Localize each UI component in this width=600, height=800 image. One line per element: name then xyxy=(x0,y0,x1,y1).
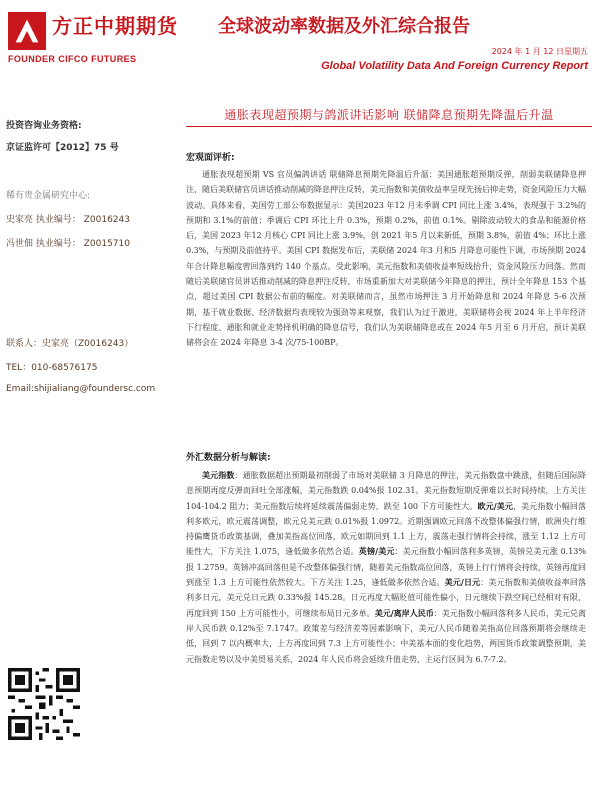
fx-usd-text: ：通胀数据超出预期最初削弱了市场对美联储 3 月降息的押注，美元指数盘中跳涨，但随后国际降息预期再度反弹而回吐全部涨幅，美元指数跌 0.04%报 102.31。美元指数短期反弹难以长时间持续，上方关注 104-104.2 阻力；美元指数后续将延续震荡偏弱走势，跌至 100 下方可能性大。 xyxy=(186,471,587,511)
fx-cnh-label: 美元/离岸人民币 xyxy=(374,607,434,618)
fx-jpy-text: ：美元指数和美债收益率回落利多日元，美元兑日元跌 0.33%报 145.28。日元再度大幅贬值可能性偏小，日元继续下跌空间已经相对有限，再度回到 150 上方可能性小，可继续布局日元多单。 xyxy=(186,578,587,618)
contact-phone: TEL：010-68576175 xyxy=(6,363,98,373)
company-logo-mark-icon xyxy=(8,12,46,50)
analyst-2: 冯世佃 执业编号： Z0015710 xyxy=(6,239,130,249)
fx-usd-label: 美元指数 xyxy=(202,470,235,480)
qr-code-icon xyxy=(8,668,80,740)
fx-gbp-label: 英镑/美元 xyxy=(358,546,395,557)
fx-eur-text: ，美元指数小幅回落利多欧元，欧元震荡调整，欧元兑美元跌 0.01%报 1.0972。近期强调欧元回落不改整体偏强行情，欧洲央行维持偏鹰货币政策基调，叠加美指高位回落，欧元如期回到 1.1 上方，震荡走强行情将会持续，涨至 1.12 上方可能性大，下方关注 1.075，逢低做多依然合适。 xyxy=(186,501,587,557)
research-department: 稀有贵金属研究中心: xyxy=(6,191,91,201)
fx-heading: 外汇数据分析与解读: xyxy=(186,453,271,463)
section-banner: 通胀表现超预期与鸽派讲话影响 联储降息预期先降温后升温 xyxy=(186,104,592,127)
fx-eur-label: 欧元/美元 xyxy=(477,500,514,511)
macro-heading: 宏观面评析: xyxy=(186,153,235,163)
contact-person: 联系人：史家亮（Z0016243） xyxy=(6,339,134,349)
qualification-number: 京证监许可【2012】75 号 xyxy=(6,143,119,153)
analyst-1: 史家亮 执业编号： Z0016243 xyxy=(6,215,130,225)
qualification-label: 投资咨询业务资格: xyxy=(6,121,82,131)
logo-chinese-name: 方正中期期货 xyxy=(52,14,178,38)
fx-jpy-label: 美元/日元 xyxy=(444,577,481,588)
report-title: 全球波动率数据及外汇综合报告 xyxy=(218,16,470,37)
fx-paragraph xyxy=(186,468,586,667)
logo-english-name: FOUNDER CIFCO FUTURES xyxy=(8,54,137,64)
report-english-title: Global Volatility Data And Foreign Currency Report xyxy=(321,60,588,72)
fx-cnh-text: ：美元指数小幅回落利多人民币，美元兑离岸人民币跌 0.12%至 7.1747。政策差与经济差等因素影响下，美元/人民币随着美指高位回落预期将会继续走低，回到 7 以内概率大，上方再度回到 7.3 上方可能性小；中美基本面的变化趋势，两国货币政策调整预期，美元指数走势以及中美贸易关系，2024 年人民币将会延续升值走势，主运行区间为 6.7-7.2。 xyxy=(186,608,587,664)
report-header xyxy=(0,0,600,80)
fx-gbp-text: ：美元指数小幅回落利多英镑，英镑兑美元涨 0.13%报 1.2759。英镑冲高回落但是不改整体偏强行情，随着美元指数高位回落，英镑上行行情将会持续，英镑再度回到涨至 1.3 上方可能性依然较大。下方关注 1.25，逢低做多依然合适。 xyxy=(186,547,586,588)
report-date: 2024 年 1 月 12 日星期五 xyxy=(491,47,588,56)
contact-email[interactable]: Email:shijialiang@foundersc.com xyxy=(6,384,156,394)
macro-paragraph: 通胀表现超预期 VS 官员偏鸽讲话 联储降息预期先降温后升温：美国通胀超预期反弹，削弱美联储降息押注，随后美联储官员讲话推动削减的降息押注反转，美元指数和美债收益率呈现先扬后抑走势，资金风险压力大幅波动。具体来看，美国劳工部公布数据显示：美国2023 年12 月未季调 CPI 同比上涨 3.4%，表现强于 3.2%的预期和 3.1%的前值；季调后 CPI 环比上升 0.3%，预期 0.2%，前值 0.1%。剔除波动较大的食品和能源价格后，美国 2023 年12 月核心 CPI 同比上涨 3.9%，创 2021 年5 月以来新低，预期 3.8%，前值 4%；环比上涨 0.3%，与预期及前值持平。美国 CPI 数据发布后，美联储 2024 年3 月和5 月降息可能性下调，市场预期 2024 年合计降息幅度曾回落到约 140 个基点。受此影响，美元指数和美债收益率短线抬升，资金风险压力回落。然而随后美联储官员讲话推动削减的降息押注反转，市场重新加大对美联储今年降息的押注，预计全年降息 153 个基点，超过美国 CPI 数据公布前的幅度。对美联储而言，虽然市场押注 3 月开始降息和 2024 年降息 5-6 次预期，基于就业数据、经济数据均表现较为强劲等来观察，我们认为过于激进，美联储将会视 2024 年上半年经济下行程度、通胀和就业走势择机明确的降息信号，我们认为美联储降息或在 2024 年5 月至 6 月开启，预计美联储将会在 2024 年降息 3-4 次/75-100BP。 xyxy=(186,170,586,348)
company-logo xyxy=(8,8,178,64)
